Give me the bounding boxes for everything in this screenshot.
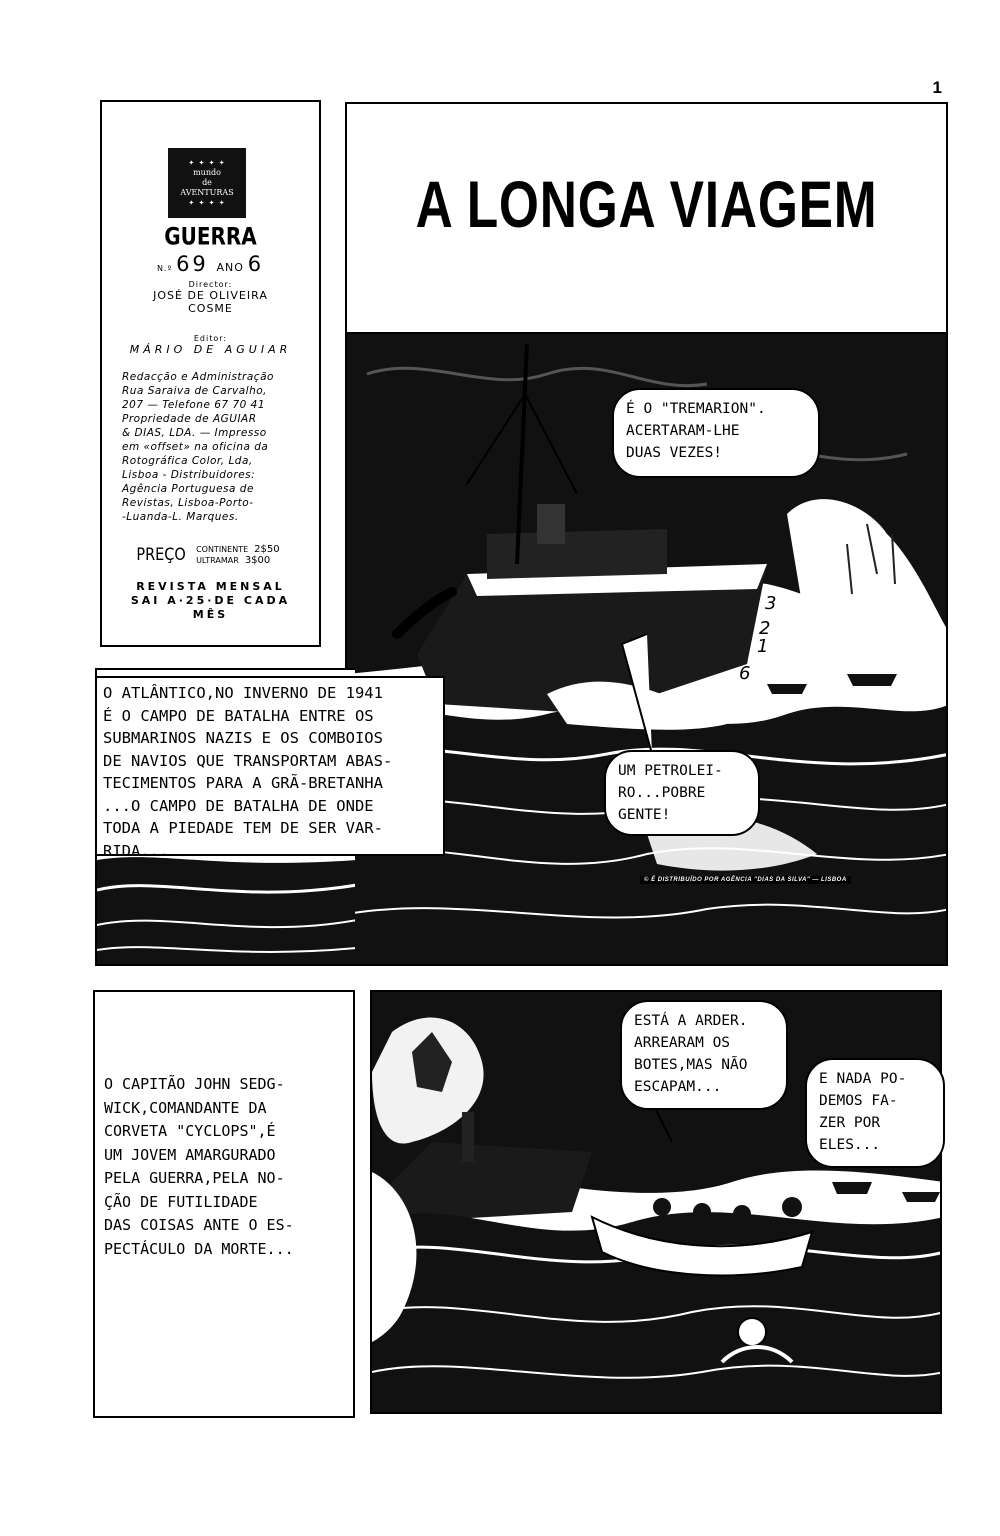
speech-balloon-burning: ESTÁ A ARDER. ARREARAM OS BOTES,MAS NÃO ESCAPAM... xyxy=(620,1000,788,1110)
year-number: 6 xyxy=(247,252,265,276)
price-ultramar-label: ULTRAMAR xyxy=(196,556,239,565)
narration-caption-1: O ATLÂNTICO,NO INVERNO DE 1941 É O CAMPO DE BATALHA ENTRE OS SUBMARINOS NAZIS E OS COMBOIOS DE NAVIOS QUE TRANSPORTAM ABAS- TECIMENTOS PARA A GRÃ-BRETANHA ...O CAMPO DE BATALHA DE ONDE TODA A PIEDADE TEM DE SER VAR- RIDA... xyxy=(95,676,445,856)
story-title: A LONGA VIAGEM xyxy=(415,167,878,241)
svg-text:3: 3 xyxy=(765,593,777,614)
magazine-logo: ✦ ✦ ✦ ✦ mundo de AVENTURAS ✦ ✦ ✦ ✦ xyxy=(168,148,246,218)
series-name: GUERRA xyxy=(164,221,257,251)
speech-balloon-tremarion: É O "TREMARION". ACERTARAM-LHE DUAS VEZES! xyxy=(612,388,820,478)
title-panel xyxy=(345,102,948,334)
speech-balloon-tanker: UM PETROLEI- RO...POBRE GENTE! xyxy=(604,750,760,836)
masthead xyxy=(100,100,321,647)
logo-line-2: de xyxy=(202,178,212,187)
publisher-address: Redacção e Administração Rua Saraiva de Carvalho, 207 — Telefone 67 70 41 Propriedade de AGUIAR & DIAS, LDA. — Impresso em «offset» na oficina da Rotográfica Color, Lda, Lisboa - Distribuidores: Agência Portuguesa de Revistas, Lisboa-Porto- -Luanda-L. Marques. xyxy=(122,371,274,523)
price-continente-label: CONTINENTE xyxy=(196,545,249,554)
copyright-notice: © É DISTRIBUÍDO POR AGÊNCIA "DIAS DA SILVA" — LISBOA xyxy=(640,876,851,884)
logo-line-3: AVENTURAS xyxy=(180,188,234,197)
publication-frequency: REVISTA MENSAL SAI A·25·DE CADA MÊS xyxy=(130,580,291,621)
price-continente: 2$50 xyxy=(254,544,280,555)
director-label: Director: xyxy=(188,280,233,289)
director-name-1: JOSÉ DE OLIVEIRA xyxy=(153,289,268,302)
editor-label: Editor: xyxy=(193,334,228,343)
issue-number: 69 xyxy=(176,252,209,276)
svg-text:2: 2 xyxy=(759,618,771,639)
director-name-2: COSME xyxy=(188,302,233,315)
issue-line xyxy=(102,252,319,276)
logo-line-1: mundo xyxy=(193,168,221,177)
page-number: 1 xyxy=(932,78,942,97)
issue-label: N.º xyxy=(156,264,173,273)
narration-caption-2: O CAPITÃO JOHN SEDG- WICK,COMANDANTE DA CORVETA "CYCLOPS",É UM JOVEM AMARGURADO PELA GUERRA,PELA NO- ÇÃO DE FUTILIDADE DAS COISAS ANTE O ES- PECTÁCULO DA MORTE... xyxy=(104,1075,294,1258)
price-block xyxy=(132,544,280,566)
speech-balloon-helpless: E NADA PO- DEMOS FA- ZER POR ELES... xyxy=(805,1058,945,1168)
editor-block xyxy=(102,334,319,356)
director-block xyxy=(102,280,319,315)
svg-text:1: 1 xyxy=(757,636,769,657)
price-label: PREÇO xyxy=(136,545,186,565)
editor-name: MÁRIO DE AGUIAR xyxy=(129,343,292,356)
price-ultramar: 3$00 xyxy=(244,555,271,566)
svg-text:6: 6 xyxy=(739,663,751,684)
year-label: ANO xyxy=(216,261,244,274)
